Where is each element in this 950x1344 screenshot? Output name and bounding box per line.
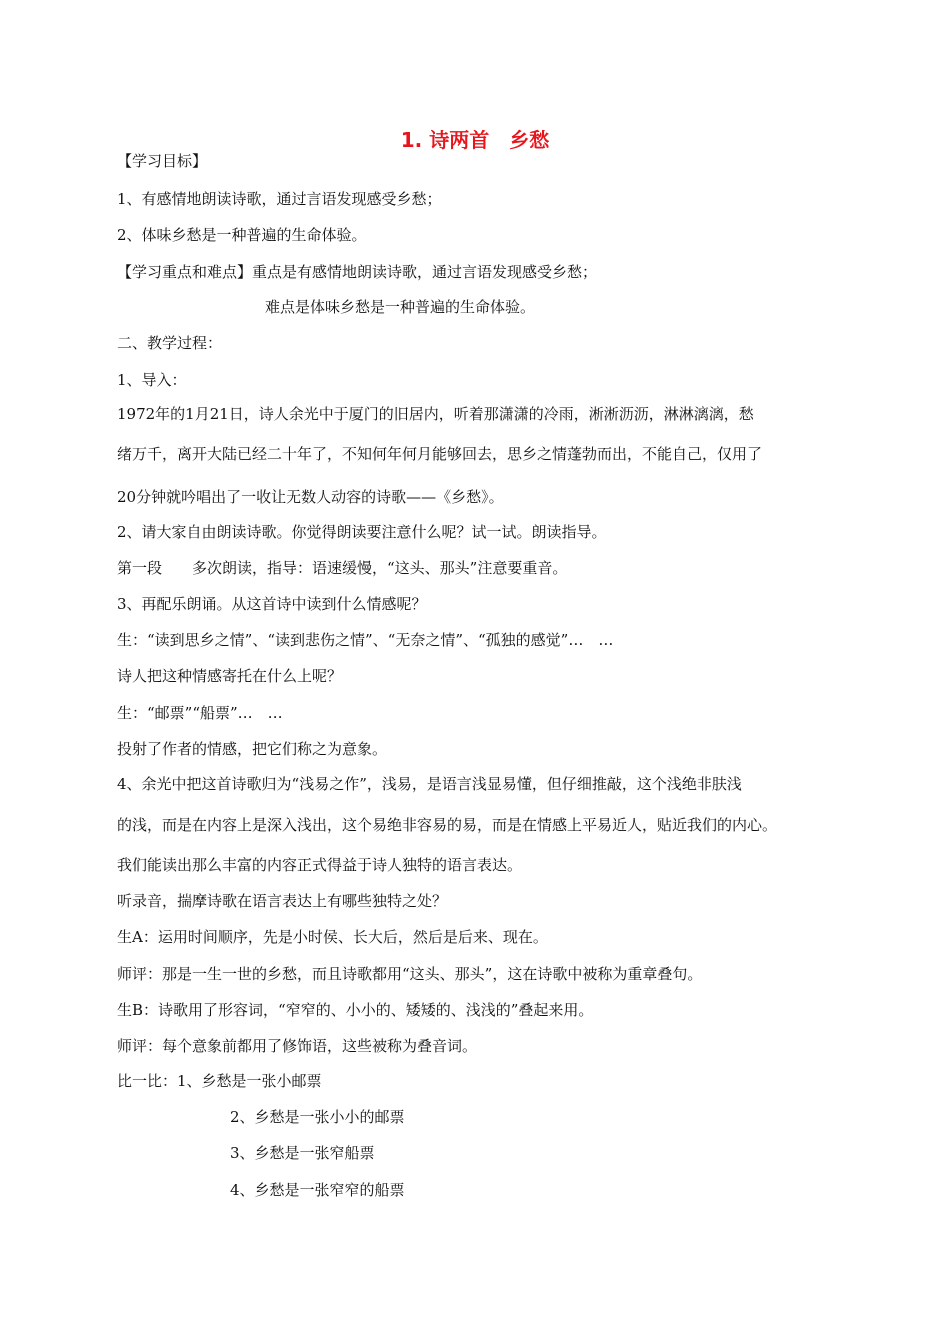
section-heading-process: 二、教学过程： — [117, 334, 223, 352]
student-answer-2: 生：“邮票”“船票”… … — [117, 704, 283, 722]
section-heading-objectives: 【学习目标】 — [117, 152, 208, 170]
key-points: 【学习重点和难点】重点是有感情地朗读诗歌，通过言语发现感受乡愁； — [117, 263, 598, 281]
question-imagery: 诗人把这种情感寄托在什么上呢？ — [117, 667, 343, 685]
student-b-answer: 生B：诗歌用了形容词，“窄窄的、小小的、矮矮的、浅浅的”叠起来用。 — [117, 1001, 594, 1019]
objective-1: 1、有感情地朗读诗歌，通过言语发现感受乡愁； — [117, 190, 442, 208]
first-stanza-guidance: 第一段 多次朗读，指导：语速缓慢，“这头、那头”注意要重音。 — [117, 559, 568, 577]
step-1-heading: 1、导入： — [117, 371, 187, 389]
comparison-item-2: 2、乡愁是一张小小的邮票 — [230, 1108, 405, 1126]
comparison-item-3: 3、乡愁是一张窄船票 — [230, 1144, 375, 1162]
imagery-note: 投射了作者的情感，把它们称之为意象。 — [117, 740, 388, 758]
page-title: 1. 诗两首 乡愁 — [400, 128, 550, 152]
step-2: 2、请大家自由朗读诗歌。你觉得朗读要注意什么呢？试一试。朗读指导。 — [117, 523, 607, 541]
comparison-item-4: 4、乡愁是一张窄窄的船票 — [230, 1181, 405, 1199]
step-3: 3、再配乐朗诵。从这首诗中读到什么情感呢？ — [117, 595, 427, 613]
language-expression-note: 我们能读出那么丰富的内容正式得益于诗人独特的语言表达。 — [117, 856, 523, 874]
student-answer-1: 生：“读到思乡之情”、“读到悲伤之情”、“无奈之情”、“孤独的感觉”… … — [117, 631, 614, 649]
intro-paragraph-line-3: 20分钟就吟唱出了一收让无数人动容的诗歌——《乡愁》。 — [117, 488, 504, 506]
listen-recording: 听录音，揣摩诗歌在语言表达上有哪些独特之处？ — [117, 892, 448, 910]
step-4-line-2: 的浅，而是在内容上是深入浅出，这个易绝非容易的易，而是在情感上平易近人，贴近我们的内心。 — [117, 816, 778, 834]
student-a-answer: 生A：运用时间顺序，先是小时侯、长大后，然后是后来、现在。 — [117, 928, 548, 946]
comparison-item-1: 比一比：1、乡愁是一张小邮票 — [117, 1072, 322, 1090]
objective-2: 2、体味乡愁是一种普遍的生命体验。 — [117, 226, 367, 244]
step-4-line-1: 4、余光中把这首诗歌归为“浅易之作”，浅易，是语言浅显易懂，但仔细推敲，这个浅绝非肤浅 — [117, 775, 742, 793]
intro-paragraph-line-2: 绪万千，离开大陆已经二十年了，不知何年何月能够回去，思乡之情蓬勃而出，不能自己，仅用了 — [117, 445, 763, 463]
intro-paragraph-line-1: 1972年的1月21日，诗人余光中于厦门的旧居内，听着那潇潇的冷雨，淅淅沥沥，淋淋漓漓，愁 — [117, 405, 754, 423]
teacher-comment-2: 师评：每个意象前都用了修饰语，这些被称为叠音词。 — [117, 1037, 478, 1055]
teacher-comment-1: 师评：那是一生一世的乡愁，而且诗歌都用“这头、那头”，这在诗歌中被称为重章叠句。 — [117, 965, 703, 983]
difficult-point: 难点是体味乡愁是一种普遍的生命体验。 — [265, 298, 536, 316]
